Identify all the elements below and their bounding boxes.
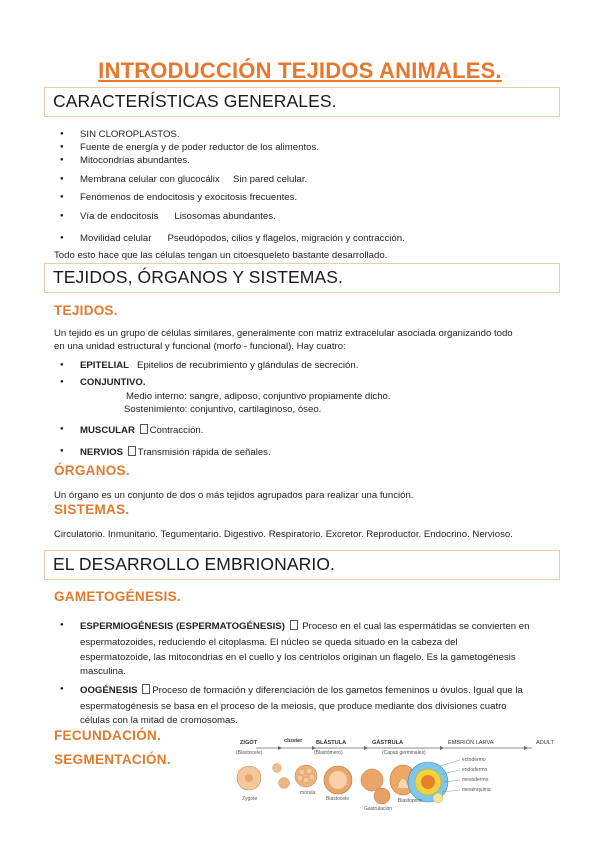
stage-label: GÁSTRULA — [372, 740, 404, 746]
cleavage-cell — [273, 764, 282, 773]
subheading-segmentacion: SEGMENTACIÓN. — [54, 752, 171, 767]
arrow-glyph-icon — [142, 684, 150, 694]
zygote-nucleus — [245, 774, 253, 782]
section-title: TEJIDOS, ÓRGANOS Y SISTEMAS. — [53, 267, 343, 287]
stage-label: EMBRIÓN LARVA — [448, 740, 494, 746]
embryo-development-diagram — [232, 738, 564, 834]
embryo-mesoderm — [421, 775, 435, 789]
arrow-icon — [278, 746, 282, 750]
layer-label: mesénquima — [462, 787, 491, 793]
embryo-bud — [433, 793, 443, 803]
stage-label: ZIGOT — [240, 740, 258, 746]
subheading-fecundacion: FECUNDACIÓN. — [54, 728, 162, 743]
stage-label: cluster — [284, 738, 303, 744]
section-caracteristicas — [44, 87, 560, 117]
layer-label: endodermo — [462, 767, 488, 773]
oog-line-3: células con la mitad de cromosomas. — [80, 715, 238, 726]
cleavage-cell — [279, 778, 290, 789]
arrow-glyph-icon — [290, 620, 298, 630]
esperm-line-2: espermatozoides, reduciendo el citoplasma. El núcleo se queda situado en la cabeza del — [80, 637, 458, 648]
section-title: EL DESARROLLO EMBRIONARIO. — [53, 554, 336, 574]
sublabel: (Blastómero) — [314, 750, 343, 756]
arrow-icon — [440, 746, 444, 750]
sistemas-text: Circulatorio. Inmunitario. Tegumentario. Digestivo. Respiratorio. Excretor. Reproductor. Endocrino. Nervioso. — [54, 529, 513, 540]
subheading-organos: ÓRGANOS. — [54, 463, 130, 478]
conjuntivo-line-2: Sostenimiento: conjuntivo, cartilaginoso, óseo. — [124, 404, 322, 415]
note-text: Todo esto hace que las células tengan un citoesqueleto bastante desarrollado. — [54, 250, 388, 261]
gastrula-small — [374, 788, 390, 804]
sublabel: (Blastocele) — [236, 750, 263, 756]
blastula-section — [361, 769, 383, 791]
arrow-icon — [524, 746, 528, 750]
section-tejidos-organos — [44, 263, 560, 293]
blastocele — [329, 771, 347, 789]
esperm-line-3: espermatozoide, las mitocondrias en el cuello y los centriolos originan un flagelo. Es la gametogénesis — [80, 652, 516, 663]
layer-label: mesodermo — [462, 777, 489, 783]
esperm-line-4: masculina. — [80, 666, 126, 677]
stage-label: BLÁSTULA — [316, 740, 347, 746]
layer-label: ectodermo — [462, 757, 486, 763]
subheading-tejidos: TEJIDOS. — [54, 303, 118, 318]
bottom-label: Zygote — [242, 796, 258, 802]
arrow-icon — [364, 746, 368, 750]
bottom-label: Blastoporo — [398, 798, 422, 804]
organos-text: Un órgano es un conjunto de dos o más tejidos agrupados para realizar una función. — [54, 490, 414, 501]
sublabel: (Capas germinales) — [382, 750, 426, 756]
bottom-label: mórula — [300, 790, 316, 796]
oog-line-2: espermatogénesis se basa en el proceso de la meiosis, que produce mediante dos divisiones cuatro — [80, 701, 507, 712]
arrow-glyph-icon — [140, 424, 148, 434]
subheading-sistemas: SISTEMAS. — [54, 502, 130, 517]
bottom-label: Blastocele — [326, 796, 350, 802]
conjuntivo-line-1: Medio interno: sangre, adiposo, conjuntivo propiamente dicho. — [126, 391, 391, 402]
tejidos-intro-1: Un tejido es un grupo de células similares, generalmente con matriz extracelular asociada organizando todo — [54, 328, 513, 339]
document-title: INTRODUCCIÓN TEJIDOS ANIMALES. — [98, 58, 502, 83]
bottom-label: Gastrulación — [364, 806, 393, 812]
section-desarrollo — [44, 550, 560, 580]
tejidos-intro-2: en una unidad estructural y funcional (morfo - funcional). Hay cuatro: — [54, 341, 346, 352]
section-title: CARACTERÍSTICAS GENERALES. — [53, 91, 337, 111]
stage-label: ADULT — [536, 740, 554, 746]
arrow-glyph-icon — [128, 446, 136, 456]
subheading-gametogenesis: GAMETOGÉNESIS. — [54, 589, 181, 604]
